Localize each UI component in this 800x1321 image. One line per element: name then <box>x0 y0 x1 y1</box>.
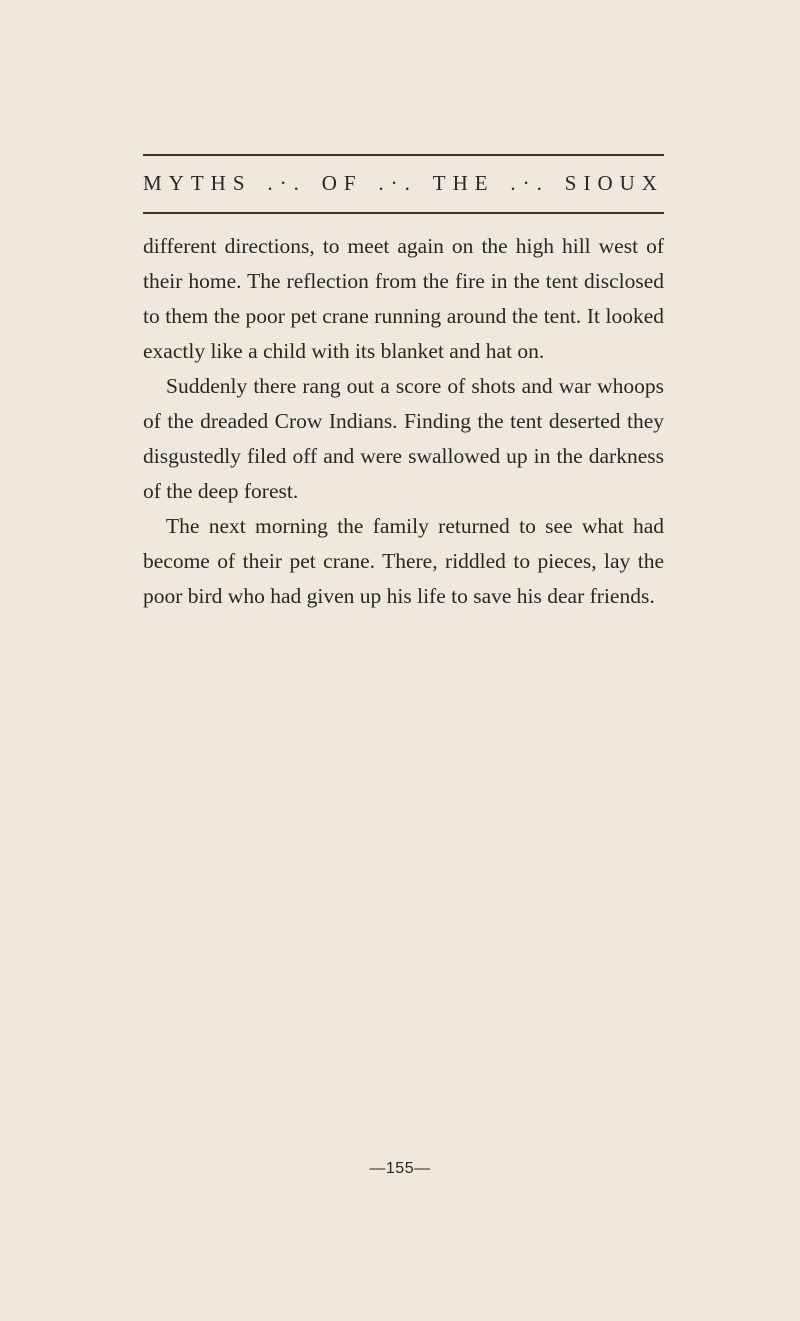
running-head-separator: .·. <box>267 171 306 195</box>
paragraph: Suddenly there rang out a score of shots and war whoops of the dreaded Crow Indians. Finding the tent deserted they disgustedly filed off and were swallowed up in the darkness of the deep forest. <box>143 374 664 503</box>
paragraph-continued: different directions, to meet again on the high hill west of their home. The reflection from the fire in the tent disclosed to them the poor pet crane running around the tent. It looked exactly like a child with its blanket and hat on. <box>143 234 664 363</box>
running-head-word: THE <box>432 171 495 195</box>
body-text <box>143 229 664 614</box>
running-head-separator: .·. <box>510 171 549 195</box>
paragraph: The next morning the family returned to see what had become of their pet crane. There, riddled to pieces, lay the poor bird who had given up his life to save his dear friends. <box>143 514 664 608</box>
running-head-separator: .·. <box>378 171 417 195</box>
running-head-word: SIOUX <box>564 171 664 195</box>
running-head-word: MYTHS <box>143 171 252 195</box>
page-number: —155— <box>369 1160 431 1177</box>
running-head <box>143 171 664 196</box>
running-head-word: OF <box>321 171 363 195</box>
header-rule-bottom <box>143 212 664 214</box>
header-rule-top <box>143 154 664 156</box>
